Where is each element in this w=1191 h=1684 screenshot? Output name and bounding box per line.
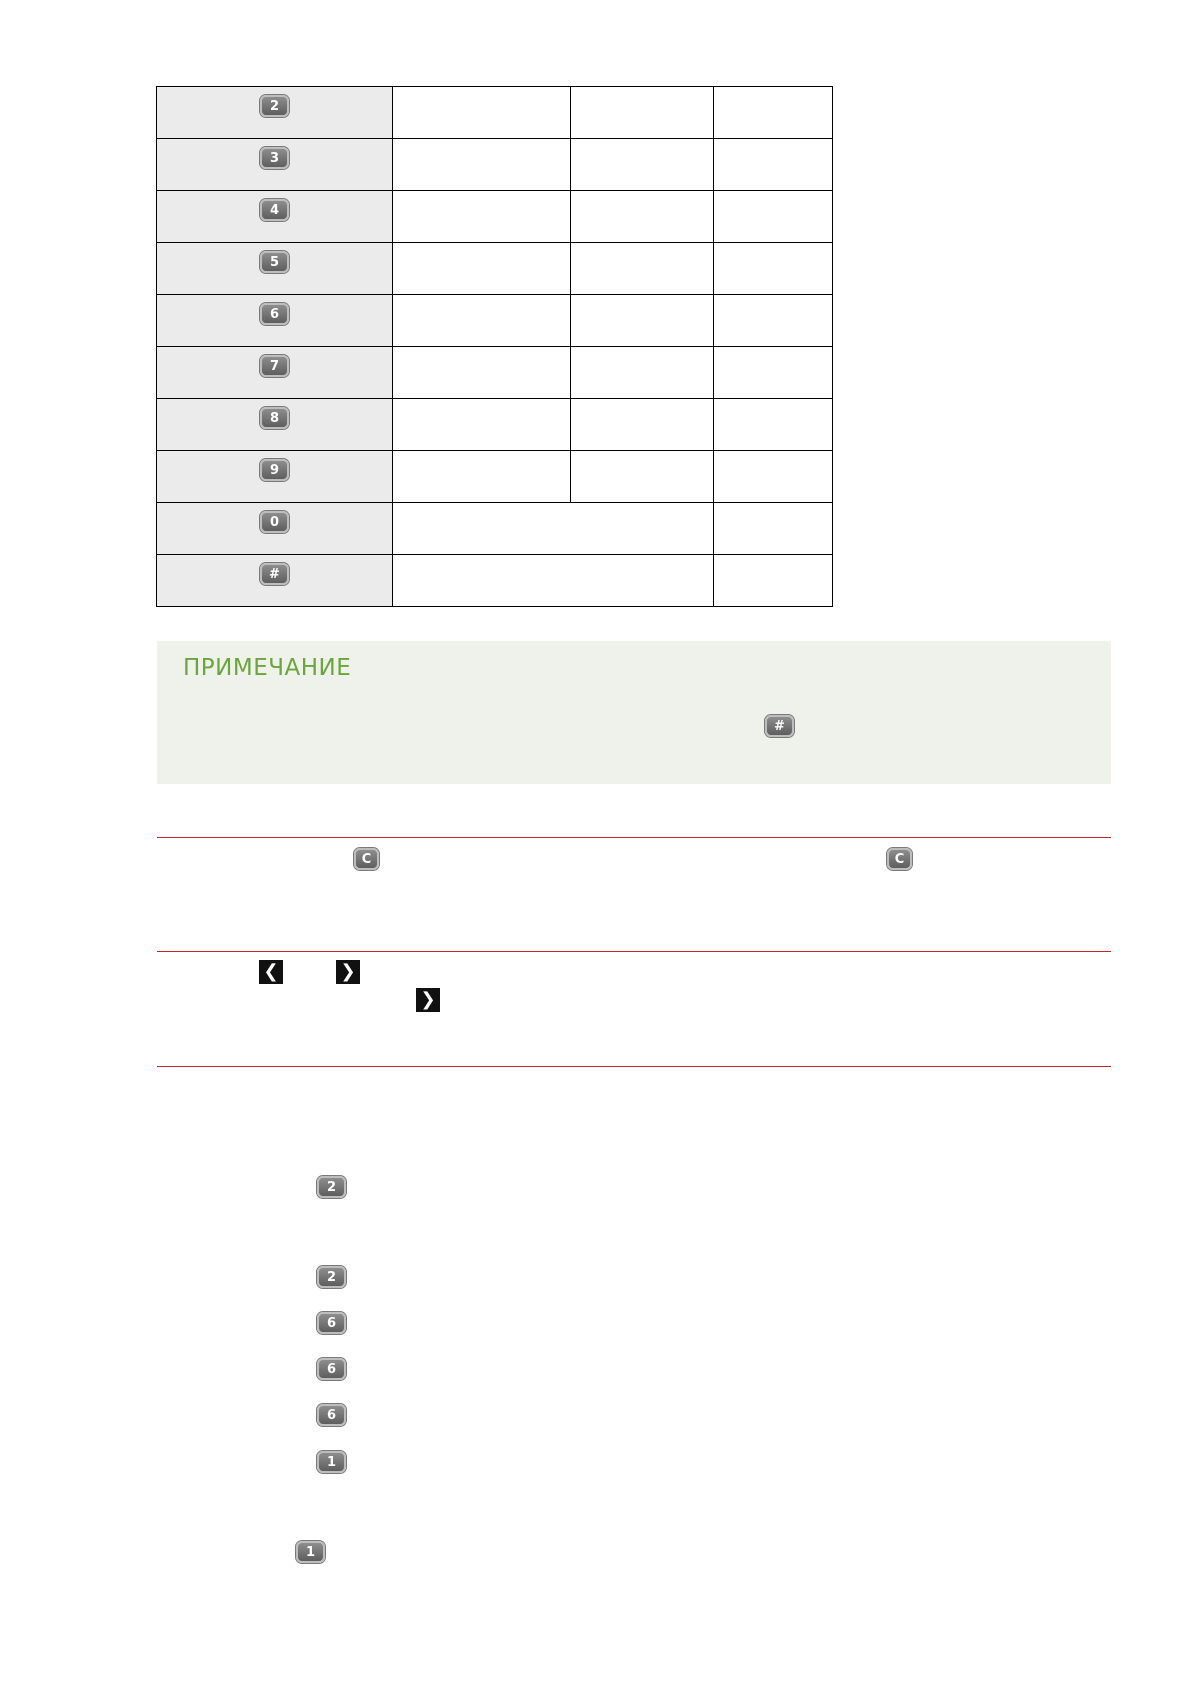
hash-key-icon: # xyxy=(260,563,289,585)
section-divider xyxy=(157,837,1111,838)
numeric-key-icon: 6 xyxy=(317,1312,346,1334)
numeric-key-icon: 7 xyxy=(260,355,289,377)
key-cell xyxy=(157,87,393,139)
numeric-key-icon: 4 xyxy=(260,199,289,221)
right-arrow-key-icon: ❯ xyxy=(416,988,440,1012)
table-row xyxy=(157,295,833,347)
table-row xyxy=(157,399,833,451)
key-cell xyxy=(157,399,393,451)
key-cell xyxy=(157,243,393,295)
numeric-key-icon: 2 xyxy=(260,95,289,117)
numeric-key-icon: 6 xyxy=(260,303,289,325)
key-cell xyxy=(157,503,393,555)
key-cell xyxy=(157,191,393,243)
table-row xyxy=(157,503,833,555)
key-cell xyxy=(157,555,393,607)
numeric-key-icon: 2 xyxy=(317,1176,346,1198)
numeric-key-icon: 5 xyxy=(260,251,289,273)
left-arrow-key-icon: ❮ xyxy=(259,960,283,984)
numeric-key-icon: 6 xyxy=(317,1358,346,1380)
key-cell xyxy=(157,347,393,399)
right-arrow-key-icon: ❯ xyxy=(336,960,360,984)
table-row xyxy=(157,451,833,503)
clear-key-icon: C xyxy=(354,848,379,870)
table-row xyxy=(157,555,833,607)
section-divider xyxy=(157,951,1111,952)
numeric-key-icon: 0 xyxy=(260,511,289,533)
numeric-key-icon: 3 xyxy=(260,147,289,169)
key-cell xyxy=(157,451,393,503)
note-box xyxy=(157,641,1111,784)
key-cell xyxy=(157,139,393,191)
table-row xyxy=(157,243,833,295)
numeric-key-icon: 1 xyxy=(317,1451,346,1473)
table-row xyxy=(157,139,833,191)
key-cell xyxy=(157,295,393,347)
clear-key-icon: C xyxy=(887,848,912,870)
numeric-key-icon: 6 xyxy=(317,1404,346,1426)
table-row xyxy=(157,347,833,399)
table-row xyxy=(157,191,833,243)
section-divider xyxy=(157,1066,1111,1067)
numeric-key-icon: 8 xyxy=(260,407,289,429)
numeric-key-icon: 9 xyxy=(260,459,289,481)
key-character-table xyxy=(156,86,833,607)
numeric-key-icon: 2 xyxy=(317,1266,346,1288)
table-row xyxy=(157,87,833,139)
numeric-key-icon: 1 xyxy=(296,1541,325,1563)
hash-key-icon: # xyxy=(765,715,794,737)
note-title: ПРИМЕЧАНИЕ xyxy=(183,655,352,681)
